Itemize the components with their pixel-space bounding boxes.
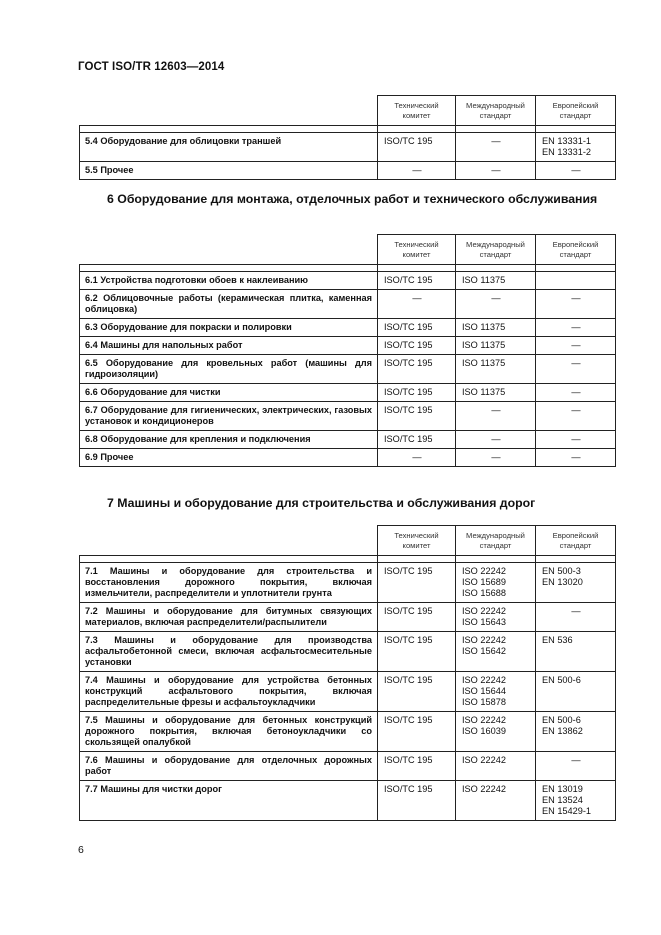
- row-name-cell: 7.4 Машины и оборудование для устройства бетонных конструкций асфальтового покрытия, включая распределительные фрезы и асфальтоукладчики: [80, 672, 378, 712]
- table-row: [80, 402, 616, 431]
- table-row: [80, 672, 616, 712]
- row-name-cell: 7.3 Машины и оборудование для производства асфальтобетонной смеси, включая асфальтосмесительные установки: [80, 632, 378, 672]
- table-row: [80, 781, 616, 821]
- row-name-cell: 6.2 Облицовочные работы (керамическая плитка, каменная облицовка): [80, 290, 378, 319]
- table-row: [80, 337, 616, 355]
- page-number: 6: [78, 844, 84, 856]
- tech-committee-cell: ISO/TC 195: [378, 752, 456, 781]
- eu-standard-cell: —: [536, 290, 616, 319]
- header-intl-standard: Международный стандарт: [456, 96, 536, 126]
- table-gap-row: [80, 556, 616, 563]
- header-blank-cell: [80, 526, 378, 556]
- header-blank-cell: [80, 96, 378, 126]
- tech-committee-cell: ISO/TC 195: [378, 781, 456, 821]
- tech-committee-cell: ISO/TC 195: [378, 712, 456, 752]
- table-body: [80, 133, 616, 180]
- eu-standard-cell: —: [536, 449, 616, 467]
- table-row: [80, 355, 616, 384]
- row-name-cell: 7.5 Машины и оборудование для бетонных конструкций дорожного покрытия, включая бетоноукладчики со скользящей опалубкой: [80, 712, 378, 752]
- table-row: [80, 563, 616, 603]
- header-tech-committee: Технический комитет: [378, 526, 456, 556]
- eu-standard-cell: —: [536, 752, 616, 781]
- table-row: [80, 133, 616, 162]
- intl-standard-cell: ISO 11375: [456, 319, 536, 337]
- row-name-cell: 5.4 Оборудование для облицовки траншей: [80, 133, 378, 162]
- row-name-cell: 6.5 Оборудование для кровельных работ (машины для гидроизоляции): [80, 355, 378, 384]
- document-code: ГОСТ ISO/TR 12603—2014: [78, 61, 225, 73]
- header-tech-committee: Технический комитет: [378, 235, 456, 265]
- row-name-cell: 7.2 Машины и оборудование для битумных связующих материалов, включая распределители/распылители: [80, 603, 378, 632]
- eu-standard-cell: —: [536, 337, 616, 355]
- intl-standard-cell: ISO 11375: [456, 355, 536, 384]
- eu-standard-cell: —: [536, 603, 616, 632]
- table-gap-row: [80, 265, 616, 272]
- header-intl-standard: Международный стандарт: [456, 235, 536, 265]
- table-row: [80, 431, 616, 449]
- row-name-cell: 7.7 Машины для чистки дорог: [80, 781, 378, 821]
- intl-standard-cell: ISO 22242 ISO 15642: [456, 632, 536, 672]
- tech-committee-cell: ISO/TC 195: [378, 632, 456, 672]
- table-section-6: [79, 234, 616, 467]
- table-row: [80, 752, 616, 781]
- intl-standard-cell: —: [456, 402, 536, 431]
- intl-standard-cell: ISO 22242 ISO 15643: [456, 603, 536, 632]
- section-6-title: 6 Оборудование для монтажа, отделочных работ и технического обслуживания: [107, 192, 598, 206]
- row-name-cell: 6.6 Оборудование для чистки: [80, 384, 378, 402]
- tech-committee-cell: ISO/TC 195: [378, 272, 456, 290]
- header-tech-committee: Технический комитет: [378, 96, 456, 126]
- table-section-5: [79, 95, 616, 180]
- eu-standard-cell: EN 13331-1 EN 13331-2: [536, 133, 616, 162]
- eu-standard-cell: [536, 272, 616, 290]
- eu-standard-cell: —: [536, 319, 616, 337]
- row-name-cell: 7.6 Машины и оборудование для отделочных дорожных работ: [80, 752, 378, 781]
- table-header-row: [80, 526, 616, 556]
- header-blank-cell: [80, 235, 378, 265]
- tech-committee-cell: ISO/TC 195: [378, 431, 456, 449]
- tech-committee-cell: ISO/TC 195: [378, 563, 456, 603]
- eu-standard-cell: EN 500-6: [536, 672, 616, 712]
- table-header-row: [80, 235, 616, 265]
- header-eu-standard: Европейский стандарт: [536, 526, 616, 556]
- intl-standard-cell: —: [456, 162, 536, 180]
- row-name-cell: 6.3 Оборудование для покраски и полировки: [80, 319, 378, 337]
- header-eu-standard: Европейский стандарт: [536, 235, 616, 265]
- row-name-cell: 7.1 Машины и оборудование для строительства и восстановления дорожного покрытия, включая измельчители, распределители и уплотнители грунта: [80, 563, 378, 603]
- intl-standard-cell: —: [456, 290, 536, 319]
- table-row: [80, 712, 616, 752]
- table-gap-row: [80, 126, 616, 133]
- tech-committee-cell: —: [378, 162, 456, 180]
- row-name-cell: 6.1 Устройства подготовки обоев к наклеиванию: [80, 272, 378, 290]
- row-name-cell: 6.7 Оборудование для гигиенических, электрических, газовых установок и кондиционеров: [80, 402, 378, 431]
- eu-standard-cell: —: [536, 431, 616, 449]
- intl-standard-cell: ISO 22242 ISO 15689 ISO 15688: [456, 563, 536, 603]
- intl-standard-cell: ISO 11375: [456, 384, 536, 402]
- tech-committee-cell: ISO/TC 195: [378, 603, 456, 632]
- eu-standard-cell: —: [536, 355, 616, 384]
- table-row: [80, 272, 616, 290]
- header-intl-standard: Международный стандарт: [456, 526, 536, 556]
- tech-committee-cell: ISO/TC 195: [378, 355, 456, 384]
- tech-committee-cell: —: [378, 290, 456, 319]
- intl-standard-cell: —: [456, 449, 536, 467]
- table-row: [80, 290, 616, 319]
- row-name-cell: 6.4 Машины для напольных работ: [80, 337, 378, 355]
- intl-standard-cell: ISO 11375: [456, 272, 536, 290]
- table-row: [80, 632, 616, 672]
- header-eu-standard: Европейский стандарт: [536, 96, 616, 126]
- table-body: [80, 563, 616, 821]
- intl-standard-cell: —: [456, 133, 536, 162]
- eu-standard-cell: —: [536, 384, 616, 402]
- table-header-row: [80, 96, 616, 126]
- tech-committee-cell: ISO/TC 195: [378, 672, 456, 712]
- row-name-cell: 6.9 Прочее: [80, 449, 378, 467]
- intl-standard-cell: ISO 22242 ISO 15644 ISO 15878: [456, 672, 536, 712]
- intl-standard-cell: ISO 22242 ISO 16039: [456, 712, 536, 752]
- eu-standard-cell: —: [536, 402, 616, 431]
- eu-standard-cell: EN 536: [536, 632, 616, 672]
- tech-committee-cell: ISO/TC 195: [378, 337, 456, 355]
- row-name-cell: 6.8 Оборудование для крепления и подключения: [80, 431, 378, 449]
- tech-committee-cell: ISO/TC 195: [378, 402, 456, 431]
- intl-standard-cell: —: [456, 431, 536, 449]
- tech-committee-cell: ISO/TC 195: [378, 133, 456, 162]
- eu-standard-cell: EN 500-6 EN 13862: [536, 712, 616, 752]
- table-row: [80, 162, 616, 180]
- eu-standard-cell: EN 13019 EN 13524 EN 15429-1: [536, 781, 616, 821]
- eu-standard-cell: —: [536, 162, 616, 180]
- tech-committee-cell: ISO/TC 195: [378, 384, 456, 402]
- table-row: [80, 603, 616, 632]
- intl-standard-cell: ISO 11375: [456, 337, 536, 355]
- intl-standard-cell: ISO 22242: [456, 752, 536, 781]
- table-row: [80, 449, 616, 467]
- table-body: [80, 272, 616, 467]
- section-7-title: 7 Машины и оборудование для строительства и обслуживания дорог: [107, 496, 536, 510]
- eu-standard-cell: EN 500-3 EN 13020: [536, 563, 616, 603]
- table-row: [80, 384, 616, 402]
- row-name-cell: 5.5 Прочее: [80, 162, 378, 180]
- intl-standard-cell: ISO 22242: [456, 781, 536, 821]
- table-section-7: [79, 525, 616, 821]
- tech-committee-cell: ISO/TC 195: [378, 319, 456, 337]
- tech-committee-cell: —: [378, 449, 456, 467]
- table-row: [80, 319, 616, 337]
